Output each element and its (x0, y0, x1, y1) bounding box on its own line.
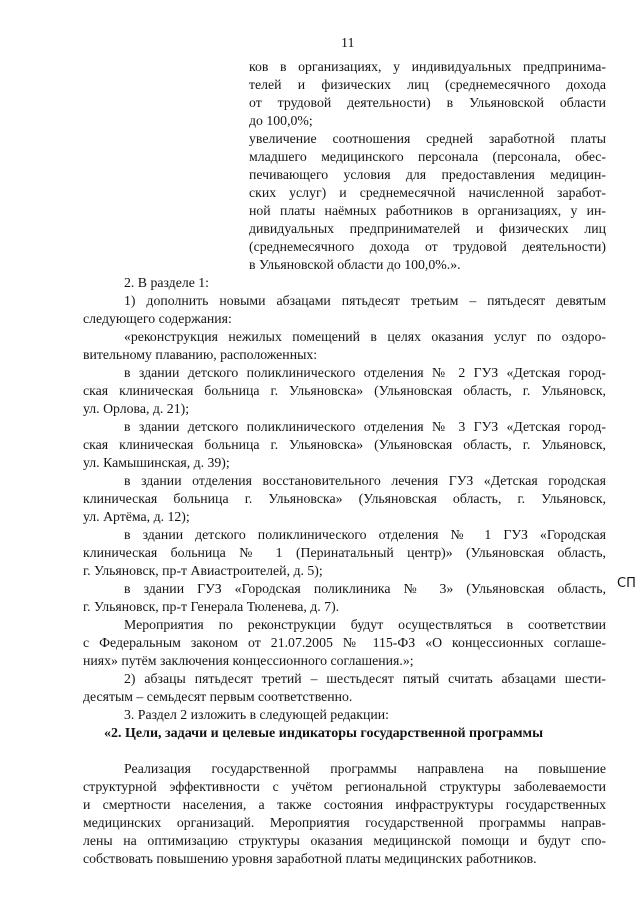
text-line: клиническая больница г. Ульяновска» (Ульяновская область, г. Ульяновск, (83, 491, 606, 506)
text-line: ков в организациях, у индивидуальных предпринима- (249, 59, 606, 74)
page-number: 11 (341, 36, 355, 51)
text-line: ская клиническая больница г. Ульяновска» (Ульяновская область, г. Ульяновск, (83, 383, 606, 398)
text-line: и смертности населения, а также состояния инфраструктуры государственных (83, 797, 606, 812)
text-line: Реализация государственной программы направлена на повышение (124, 761, 606, 776)
text-line: г. Ульяновск, пр-т Авиастроителей, д. 5); (83, 563, 323, 578)
text-line: увеличение соотношения средней заработной платы (249, 131, 606, 146)
text-line: медицинских организаций. Мероприятия государственной программы направ- (83, 815, 606, 830)
text-line: 2. В разделе 1: (124, 275, 210, 290)
text-line: с Федеральным законом от 21.07.2005 № 115-ФЗ «О концессионных соглаше- (83, 635, 606, 650)
margin-note: СП (617, 576, 636, 591)
text-line: в здании детского поликлинического отделения № 1 ГУЗ «Городская (124, 527, 606, 542)
text-line: десятым – семьдесят первым соответственно. (83, 689, 353, 704)
text-line: ной платы наёмных работников в организациях, у ин- (249, 203, 606, 218)
text-line: телей и физических лиц (среднемесячного дохода (249, 77, 606, 92)
text-line: г. Ульяновск, пр-т Генерала Тюленева, д. 7). (83, 599, 340, 614)
text-line: от трудовой деятельности) в Ульяновской области (249, 95, 606, 110)
text-line: ул. Камышинская, д. 39); (83, 455, 230, 470)
text-line: Мероприятия по реконструкции будут осуществляться в соответствии (124, 617, 606, 632)
text-line: (среднемесячного дохода от трудовой деятельности) (249, 239, 606, 254)
text-line: дивидуальных предпринимателей и физических лиц (249, 221, 606, 236)
text-line: лены на оптимизацию структуры оказания медицинской помощи и будут спо- (83, 833, 606, 848)
text-line: следующего содержания: (83, 311, 232, 326)
text-line: в Ульяновской области до 100,0%.». (249, 257, 461, 272)
text-line: до 100,0%; (249, 113, 313, 128)
text-line: вительному плаванию, расположенных: (83, 347, 318, 362)
text-line: в здании отделения восстановительного лечения ГУЗ «Детская городская (124, 473, 606, 488)
text-line: в здании ГУЗ «Городская поликлиника № 3» (Ульяновская область, (124, 581, 606, 596)
text-line: собствовать повышению уровня заработной платы медицинских работников. (83, 851, 537, 866)
text-line: печивающего условия для предоставления медицин- (249, 167, 606, 182)
text-line: в здании детского поликлинического отделения № 2 ГУЗ «Детская город- (124, 365, 606, 380)
text-line: ская клиническая больница г. Ульяновска» (Ульяновская область, г. Ульяновск, (83, 437, 606, 452)
text-line: младшего медицинского персонала (персонала, обес- (249, 149, 606, 164)
text-line: 3. Раздел 2 изложить в следующей редакции: (124, 707, 389, 722)
section-heading: «2. Цели, задачи и целевые индикаторы государственной программы (104, 726, 544, 741)
text-line: «реконструкция нежилых помещений в целях оказания услуг по оздоро- (124, 329, 606, 344)
text-line: в здании детского поликлинического отделения № 3 ГУЗ «Детская город- (124, 419, 606, 434)
text-line: ул. Артёма, д. 12); (83, 509, 190, 524)
text-line: клиническая больница № 1 (Перинатальный центр)» (Ульяновская область, (83, 545, 606, 560)
text-line: ских услуг) и среднемесячной начисленной заработ- (249, 185, 606, 200)
text-line: ниях» путём заключения концессионного соглашения.»; (83, 653, 414, 668)
text-line: 2) абзацы пятьдесят третий – шестьдесят пятый считать абзацами шести- (124, 671, 606, 686)
text-line: 1) дополнить новыми абзацами пятьдесят третьим – пятьдесят девятым (124, 293, 606, 308)
text-line: ул. Орлова, д. 21); (83, 401, 190, 416)
text-line: структурной эффективности с учётом региональной структуры заболеваемости (83, 779, 606, 794)
